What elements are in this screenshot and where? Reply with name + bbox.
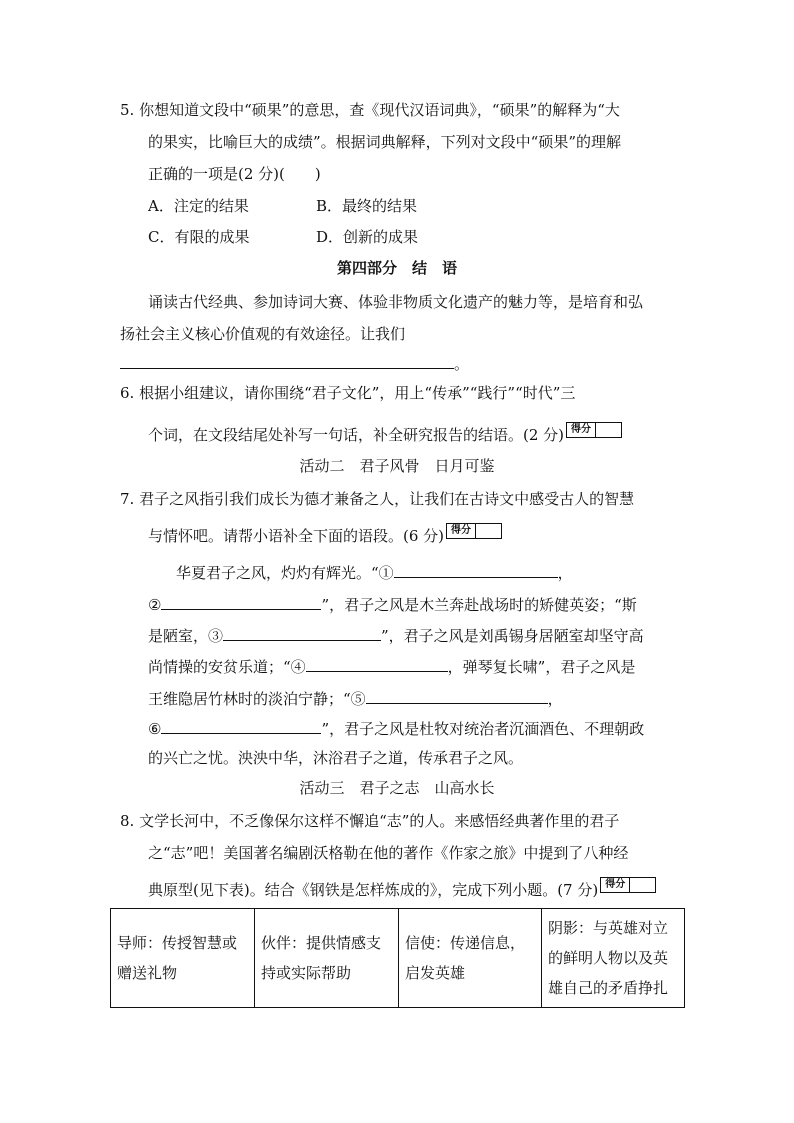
q7-paragraph-line-3 <box>148 624 644 646</box>
part4-line-2: 扬社会主义核心价值观的有效途径。让我们 <box>120 325 406 343</box>
table-cell-shadow: 阴影：与英雄对立的鲜明人物以及英雄自己的矛盾挣扎 <box>542 909 685 1008</box>
q7-paragraph-line-7: 的兴亡之忧。泱泱中华，沐浴君子之道，传承君子之风。 <box>148 749 524 767</box>
q7-p3-text1: 是陋室，③ <box>148 627 224 645</box>
q5-line-3: 正确的一项是(2 分)( ) <box>148 165 321 183</box>
q8-score-box[interactable] <box>600 877 656 893</box>
q7-p6-mark: ⑥ <box>148 720 162 738</box>
q7-line-2-wrap <box>148 523 502 546</box>
q8-line-1: 8. 文学长河中，不乏像保尔这样不懈追“志”的人。来感悟经典著作里的君子 <box>120 812 620 830</box>
part4-answer-line <box>120 352 469 374</box>
q7-blank-3[interactable] <box>223 624 381 641</box>
q7-p2-text: ”，君子之风是木兰奔赴战场时的矫健英姿；“斯 <box>321 596 637 614</box>
q7-p6-text: ”，君子之风是杜牧对统治者沉湎酒色、不理朝政 <box>321 720 645 738</box>
q5-option-b[interactable]: B．最终的结果 <box>316 197 418 215</box>
table-cell-mentor: 导师：传授智慧或赠送礼物 <box>111 909 255 1008</box>
score-label: 得分 <box>567 423 596 437</box>
q7-p1-text: 华夏君子之风，灼灼有辉光。“① <box>176 564 394 582</box>
q7-blank-5[interactable] <box>366 687 548 704</box>
q5-option-c[interactable]: C．有限的成果 <box>148 228 250 246</box>
table-cell-herald: 信使：传递信息，启发英雄 <box>399 909 542 1008</box>
part4-answer-blank[interactable] <box>120 352 454 369</box>
archetype-table <box>110 908 685 1008</box>
part4-heading: 第四部分 结 语 <box>336 259 457 277</box>
q7-paragraph-line-6 <box>148 717 644 739</box>
q7-line-2: 与情怀吧。请帮小语补全下面的语段。(6 分) <box>148 527 445 545</box>
score-label: 得分 <box>447 524 476 538</box>
q7-line-1: 7. 君子之风指引我们成长为德才兼备之人，让我们在古诗文中感受古人的智慧 <box>120 490 635 508</box>
q6-score-box[interactable] <box>566 422 622 438</box>
q7-paragraph-line-5 <box>148 687 563 709</box>
score-label: 得分 <box>601 878 630 892</box>
q7-score-box[interactable] <box>446 523 502 539</box>
q5-line-1: 5. 你想知道文段中“硕果”的意思，查《现代汉语词典》，“硕果”的解释为“大 <box>120 101 620 119</box>
q7-p4-text: 尚情操的安贫乐道；“④ <box>148 658 306 676</box>
q7-blank-2[interactable] <box>161 593 321 610</box>
q7-p3-text2: ”，君子之风是刘禹锡身居陋室却坚守高 <box>381 627 644 645</box>
q7-blank-1[interactable] <box>394 561 558 578</box>
part4-end-punct: 。 <box>454 355 470 373</box>
q7-p2-mark: ② <box>148 596 162 614</box>
q6-line-2: 个词，在文段结尾处补写一句话，补全研究报告的结语。(2 分) <box>148 426 565 444</box>
q7-p5-text: 王维隐居竹林时的淡泊宁静；“⑤ <box>148 690 366 708</box>
q7-paragraph-line-4 <box>148 655 635 677</box>
q7-blank-4[interactable] <box>306 655 448 672</box>
q7-blank-6[interactable] <box>161 717 321 734</box>
q7-paragraph-line-2 <box>148 593 637 615</box>
q5-option-a[interactable]: A．注定的结果 <box>148 197 249 215</box>
q7-paragraph-line-1: 华夏君子之风，灼灼有辉光。“① ， <box>176 561 573 583</box>
q8-line-3: 典原型(见下表)。结合《钢铁是怎样炼成的》，完成下列小题。(7 分) <box>148 881 599 899</box>
q7-p5-comma: ， <box>547 690 563 708</box>
q6-line-1: 6. 根据小组建议，请你围绕“君子文化”，用上“传承”“践行”“时代”三 <box>120 384 576 402</box>
q6-line-2-wrap <box>148 422 622 445</box>
activity2-heading: 活动二 君子风骨 日月可鉴 <box>299 457 495 475</box>
part4-line-1: 诵读古代经典、参加诗词大赛、体验非物质文化遗产的魅力等，是培育和弘 <box>148 293 644 311</box>
q8-line-3-wrap <box>148 877 656 900</box>
table-cell-ally: 伙伴：提供情感支持或实际帮助 <box>255 909 399 1008</box>
activity3-heading: 活动三 君子之志 山高水长 <box>299 779 495 797</box>
table-row <box>111 909 685 1008</box>
q8-line-2: 之“志”吧！美国著名编剧沃格勒在他的著作《作家之旅》中提到了八种经 <box>148 844 629 862</box>
q5-line-2: 的果实，比喻巨大的成绩”。根据词典解释，下列对文段中“硕果”的理解 <box>148 133 622 151</box>
q5-option-d[interactable]: D．创新的成果 <box>316 228 419 246</box>
q7-p4-text2: ，弹琴复长啸”，君子之风是 <box>447 658 636 676</box>
